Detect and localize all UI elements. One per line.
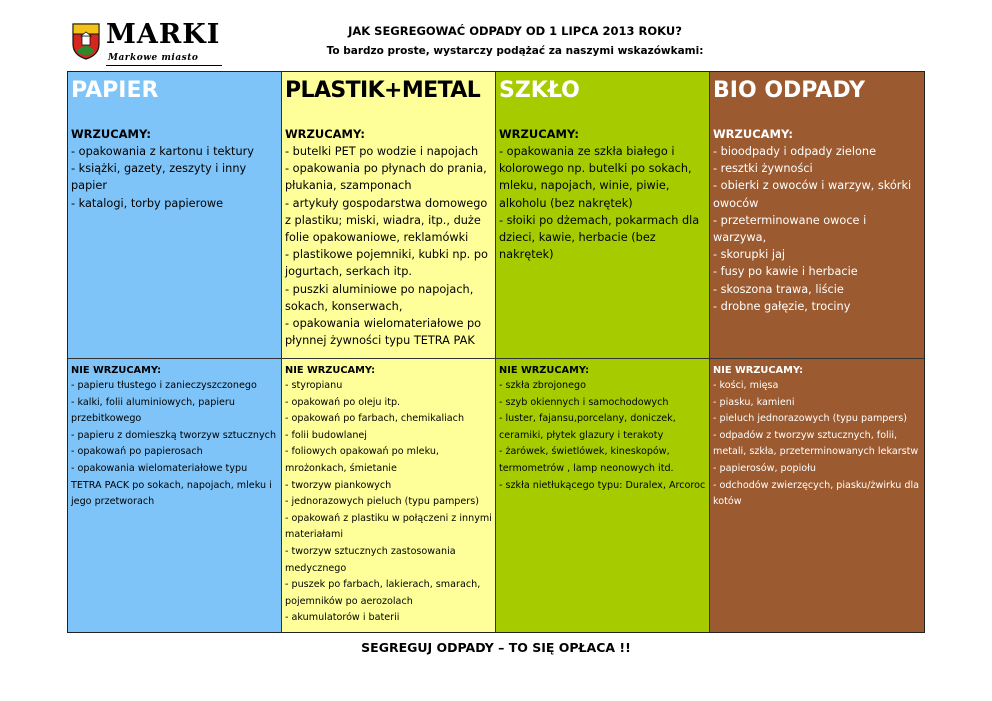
list-item: - odchodów zwierzęcych, piasku/żwirku dla kotów bbox=[713, 479, 920, 508]
plastik-heading: PLASTIK+METAL bbox=[285, 78, 481, 103]
szklo-accept-label: WRZUCAMY: bbox=[499, 127, 579, 141]
list-item: - tworzyw piankowych bbox=[285, 479, 392, 491]
list-item: - opakowania wielomateriałowe typu TETRA PACK po sokach, napojach, mleku i jego przetworach bbox=[71, 462, 272, 508]
list-item: - bioodpady i odpady zielone bbox=[713, 145, 877, 158]
list-item: - folii budowlanej bbox=[285, 429, 367, 441]
papier-accept-list bbox=[71, 143, 278, 212]
list-item: - słoiki po dżemach, pokarmach dla dzieci, kawie, herbacie (bez nakrętek) bbox=[499, 213, 700, 262]
city-crest-icon bbox=[72, 22, 100, 60]
list-item: - artykuły gospodarstwa domowego z plastiku; miski, wiadra, itp., duże folie opakowaniowe, reklamówki bbox=[285, 196, 488, 245]
list-item: - opakowania ze szkła białego i kolorowego np. butelki po sokach, mleku, napojach, winie, piwie, alkoholu (bez nakrętek) bbox=[499, 145, 692, 210]
list-item: - drobne gałęzie, trociny bbox=[713, 299, 851, 313]
plastik-reject-list bbox=[285, 378, 492, 627]
list-item: - puszki aluminiowe po napojach, sokach, konserwach, bbox=[285, 282, 474, 313]
list-item: - skorupki jaj bbox=[713, 248, 786, 262]
papier-reject-list bbox=[71, 378, 278, 511]
list-item: - kalki, folii aluminiowych, papieru przebitkowego bbox=[71, 396, 235, 425]
list-item: - papieru tłustego i zanieczyszczonego bbox=[71, 380, 257, 391]
papier-accept-cell bbox=[68, 72, 282, 359]
szklo-reject-list bbox=[499, 378, 706, 494]
page-subtitle: To bardzo proste, wystarczy podążać za naszymi wskazówkami: bbox=[326, 45, 704, 57]
list-item: - butelki PET po wodzie i napojach bbox=[285, 145, 479, 158]
list-item: - opakowań po farbach, chemikaliach bbox=[285, 413, 465, 425]
list-item: - szkła zbrojonego bbox=[499, 380, 586, 391]
list-item: - katalogi, torby papierowe bbox=[71, 196, 224, 210]
list-item: - piasku, kamieni bbox=[713, 396, 795, 408]
list-item: - kości, mięsa bbox=[713, 380, 779, 391]
list-item: - puszek po farbach, lakierach, smarach, pojemników po aerozolach bbox=[285, 579, 481, 607]
papier-heading: PAPIER bbox=[71, 78, 159, 103]
list-item: - papieru z domieszką tworzyw sztucznych bbox=[71, 429, 277, 441]
list-item: - opakowań po oleju itp. bbox=[285, 396, 401, 408]
bio-reject-label: NIE WRZUCAMY: bbox=[713, 365, 804, 376]
logo-underline bbox=[106, 65, 222, 66]
list-item: - pieluch jednorazowych (typu pampers) bbox=[713, 413, 907, 425]
list-item: - plastikowe pojemniki, kubki np. po jogurtach, serkach itp. bbox=[285, 248, 488, 279]
bio-reject-list bbox=[713, 378, 921, 511]
papier-reject-cell bbox=[68, 359, 282, 632]
bio-accept-label: WRZUCAMY: bbox=[713, 127, 793, 141]
list-item: - szkła nietłukącego typu: Duralex, Arcoroc bbox=[499, 479, 706, 491]
list-item: - foliowych opakowań po mleku, mrożonkach, śmietanie bbox=[285, 446, 439, 474]
plastik-accept-list bbox=[285, 143, 492, 349]
list-item: - opakowania wielomateriałowe po płynnej żywności typu TETRA PAK bbox=[285, 317, 482, 348]
list-item: - styropianu bbox=[285, 380, 343, 391]
marki-logo bbox=[72, 19, 222, 70]
list-item: - luster, fajansu,porcelany, doniczek, ceramiki, płytek glazury i terakoty bbox=[499, 413, 676, 441]
list-item: - tworzyw sztucznych zastosowania medycznego bbox=[285, 545, 456, 574]
list-item: - opakowania z kartonu i tektury bbox=[71, 145, 254, 158]
list-item: - resztki żywności bbox=[713, 162, 813, 176]
bio-accept-cell bbox=[710, 72, 924, 359]
list-item: - fusy po kawie i herbacie bbox=[713, 265, 858, 279]
plastik-accept-cell bbox=[282, 72, 496, 359]
plastik-accept-label: WRZUCAMY: bbox=[285, 127, 365, 141]
szklo-reject-label: NIE WRZUCAMY: bbox=[499, 365, 590, 376]
page-title: JAK SEGREGOWAĆ ODPADY OD 1 LIPCA 2013 ROKU? bbox=[348, 24, 682, 38]
szklo-reject-cell bbox=[496, 359, 710, 632]
logo-name: MARKI bbox=[106, 19, 221, 50]
waste-sorting-table bbox=[67, 71, 925, 633]
szklo-heading: SZKŁO bbox=[499, 78, 580, 103]
bio-heading: BIO ODPADY bbox=[713, 78, 866, 103]
szklo-accept-cell bbox=[496, 72, 710, 359]
bio-accept-list bbox=[713, 143, 921, 315]
papier-reject-label: NIE WRZUCAMY: bbox=[71, 365, 162, 376]
plastik-reject-cell bbox=[282, 359, 496, 632]
papier-accept-label: WRZUCAMY: bbox=[71, 127, 151, 141]
list-item: - opakowań z plastiku w połączeni z innymi materiałami bbox=[285, 512, 492, 541]
list-item: - obierki z owoców i warzyw, skórki owoców bbox=[713, 179, 912, 210]
list-item: - akumulatorów i baterii bbox=[285, 612, 400, 624]
logo-tagline: Markowe miasto bbox=[108, 53, 199, 63]
list-item: - szyb okiennych i samochodowych bbox=[499, 396, 669, 408]
list-item: - opakowania po płynach do prania, płukania, szamponach bbox=[285, 162, 487, 193]
list-item: - jednorazowych pieluch (typu pampers) bbox=[285, 496, 479, 508]
footer-slogan: SEGREGUJ ODPADY – TO SIĘ OPŁACA !! bbox=[361, 640, 631, 655]
list-item: - książki, gazety, zeszyty i inny papier bbox=[71, 162, 247, 193]
list-item: - odpadów z tworzyw sztucznych, folii, metali, szkła, przeterminowanych lekarstw bbox=[713, 429, 919, 458]
list-item: - żarówek, świetlówek, kineskopów, termometrów , lamp neonowych itd. bbox=[499, 446, 674, 474]
list-item: - opakowań po papierosach bbox=[71, 446, 203, 458]
list-item: - skoszona trawa, liście bbox=[713, 282, 844, 296]
bio-reject-cell bbox=[710, 359, 924, 632]
szklo-accept-list bbox=[499, 143, 706, 263]
list-item: - przeterminowane owoce i warzywa, bbox=[713, 213, 867, 245]
plastik-reject-label: NIE WRZUCAMY: bbox=[285, 365, 376, 376]
list-item: - papierosów, popiołu bbox=[713, 462, 816, 474]
